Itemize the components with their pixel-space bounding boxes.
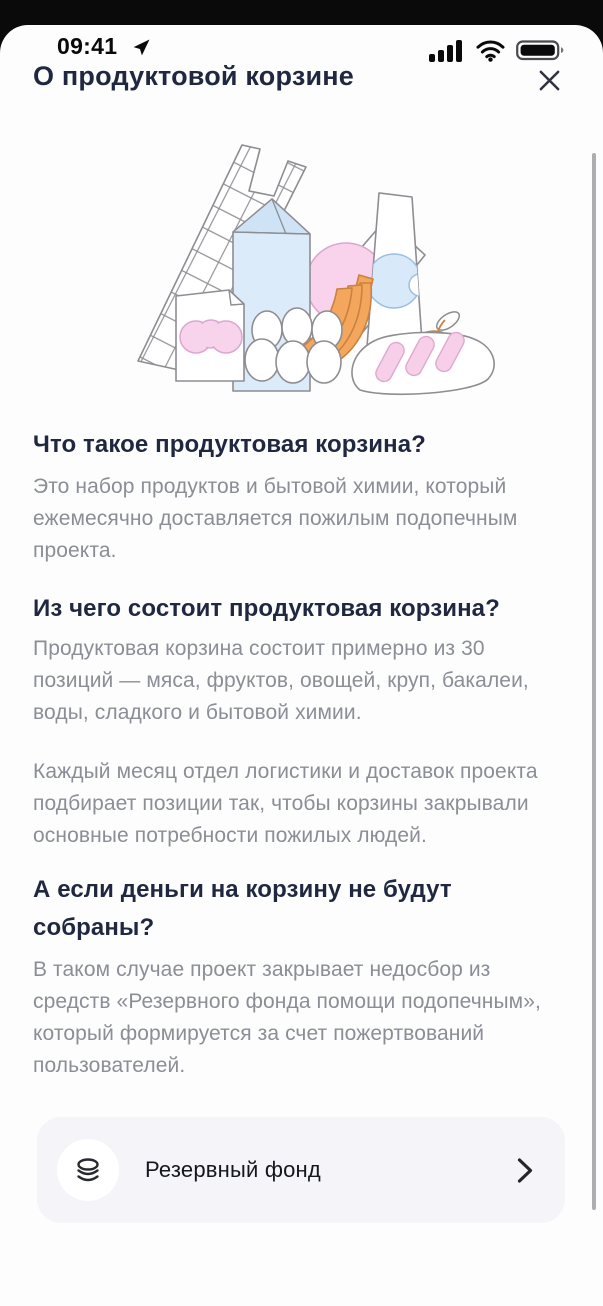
paper-bag-shape bbox=[176, 290, 244, 381]
close-button[interactable] bbox=[533, 65, 565, 97]
reserve-fund-card[interactable] bbox=[37, 1117, 565, 1223]
section-paragraph: Продуктовая корзина состоит примерно из 30 позиций — мяса, фруктов, овощей, круп, бакалеи, воды, сладкого и бытовой химии. bbox=[33, 637, 529, 724]
header bbox=[33, 61, 570, 105]
chevron-right-icon bbox=[515, 1157, 535, 1184]
section-paragraph: В таком случае проект закрывает недосбор из средств «Резервного фонда помощи подопечным», который формируется за счет пожертвований пользователей. bbox=[33, 958, 541, 1077]
page-title: О продуктовой корзине bbox=[33, 61, 354, 91]
status-time: 09:41 bbox=[57, 33, 118, 59]
reserve-fund-label: Резервный фонд bbox=[145, 1157, 321, 1182]
scrollbar-thumb[interactable] bbox=[592, 153, 596, 1210]
groceries-illustration bbox=[122, 133, 502, 399]
section-heading-basket-contents: Из чего состоит продуктовая корзина? bbox=[33, 595, 500, 622]
modal-sheet bbox=[0, 25, 603, 1306]
section-heading-if-not-collected: А если деньги на корзину не будут собраны? bbox=[33, 876, 452, 941]
section-paragraph: Каждый месяц отдел логистики и доставок проекта подбирает позиции так, чтобы корзины закрывали основные потребности пожилых людей. bbox=[33, 760, 538, 847]
eggs-shape bbox=[245, 308, 342, 383]
section-heading-what-is-basket: Что такое продуктовая корзина? bbox=[33, 431, 426, 458]
coins-icon-circle bbox=[57, 1139, 119, 1201]
coins-stack-icon bbox=[73, 1155, 103, 1185]
location-arrow-icon bbox=[131, 37, 152, 63]
section-paragraph: Это набор продуктов и бытовой химии, который ежемесячно доставляется пожилым подопечным проекта. bbox=[33, 475, 518, 562]
